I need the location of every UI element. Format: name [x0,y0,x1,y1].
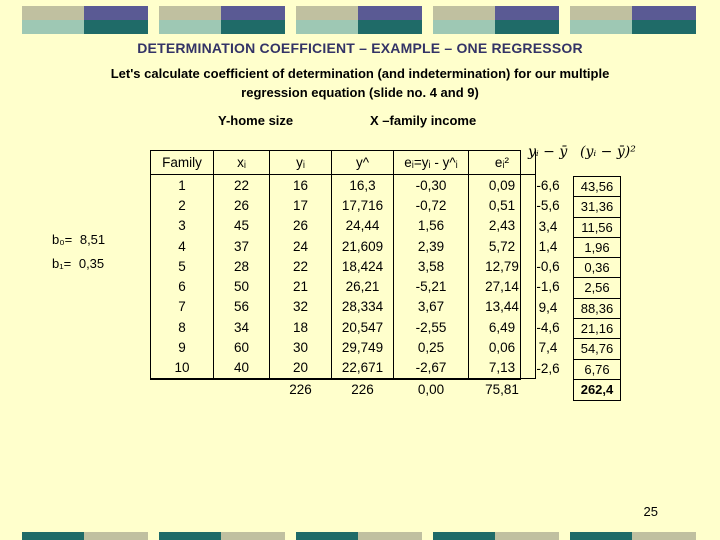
table-cell: 17,716 [332,195,394,215]
table-row [151,195,536,215]
decor-segment [221,6,285,20]
intro-line-1: Let's calculate coefficient of determination (and indetermination) for our multiple [110,66,610,81]
header-cell: y^ [332,150,394,175]
header-cell: xᵢ [214,150,270,175]
table-cell: 16 [270,175,332,196]
decor-segment [632,20,696,34]
decor-segment [570,532,632,540]
table-row [151,297,536,317]
decor-segment [84,532,148,540]
table-cell: 21,609 [332,236,394,256]
decor-segment [84,20,148,34]
table-row [151,216,536,236]
table-row [151,276,536,296]
regression-table [150,150,536,399]
table-cell: 3 [151,216,214,236]
table-cell: 37 [214,236,270,256]
b1-coefficient [52,256,104,271]
table-cell: 32 [270,297,332,317]
header-cell: Family [151,150,214,175]
squared-deviation-cell: 6,76 [574,360,620,380]
b1-label: b₁= [52,256,72,271]
table-cell: 28,334 [332,297,394,317]
table-cell: 12,79 [469,256,536,276]
decor-segment [221,20,285,34]
decor-segment [358,6,422,20]
table-cell: 18,424 [332,256,394,276]
table-cell: 7,13 [469,358,536,379]
b1-value: 0,35 [78,256,105,271]
table-cell: 28 [214,256,270,276]
table-cell: 2 [151,195,214,215]
decor-segment [632,532,696,540]
deviation-cell: 7,4 [538,340,558,356]
squared-deviation-column [573,176,621,401]
table-row [151,256,536,276]
deviation-cell: -6,6 [536,178,560,193]
table-cell: 3,58 [394,256,469,276]
decor-segment [570,6,632,20]
top-decor-bar [0,6,720,34]
total-cell: 75,81 [485,381,519,397]
squared-deviation-cell: 88,36 [574,299,620,319]
table-cell: 26,21 [332,276,394,296]
decor-segment [221,532,285,540]
table-row [151,236,536,256]
table-cell: 9 [151,337,214,357]
header-cell: eᵢ=yᵢ - y^ᵢ [394,150,469,175]
table-cell: 34 [214,317,270,337]
table-cell: 13,44 [469,297,536,317]
table-cell: 24 [270,236,332,256]
squared-deviation-cell: 54,76 [574,339,620,359]
decor-segment [296,532,358,540]
deviation-cell: -4,6 [536,320,560,336]
deviation-column [527,176,569,379]
squared-deviation-header: (yᵢ − ȳ)² [580,144,636,160]
table-row [151,175,536,196]
table-cell: 30 [270,337,332,357]
header-cell: eᵢ² [469,150,536,175]
table-cell: 10 [151,358,214,379]
bottom-decor-bar [0,532,720,540]
table-cell: 20 [270,358,332,379]
deviation-cell: 3,4 [538,218,558,234]
decor-segment [632,6,696,20]
squared-deviation-cell: 21,16 [574,319,620,339]
squared-deviation-cell: 43,56 [574,177,620,197]
deviation-cell: 1,4 [538,238,558,254]
table-cell: 22 [214,175,270,196]
table-cell: 20,547 [332,317,394,337]
x-label: X –family income [370,113,477,128]
deviation-cell: -0,6 [536,259,560,275]
table-cell: 6 [151,276,214,296]
squared-deviation-cell: 0,36 [574,258,620,278]
total-cell: 226 [351,381,374,397]
table-cell: 60 [214,337,270,357]
decor-segment [358,20,422,34]
table-cell: 4 [151,236,214,256]
decor-segment [495,6,559,20]
table-cell: 7 [151,297,214,317]
table-row [151,358,536,379]
table-cell: 8 [151,317,214,337]
table-cell: 26 [214,195,270,215]
table-cell: -5,21 [394,276,469,296]
table-cell: -0,72 [394,195,469,215]
table-cell: 1 [151,175,214,196]
table-row [151,337,536,357]
intro-line-2: regression equation (slide no. 4 and 9) [241,85,479,100]
decor-segment [433,20,495,34]
decor-segment [159,532,221,540]
table-cell: 16,3 [332,175,394,196]
total-cell: 0,00 [417,381,445,397]
table-cell: 50 [214,276,270,296]
squared-deviation-total: 262,4 [580,381,614,397]
table-cell: 21 [270,276,332,296]
deviation-cell: 9,4 [538,299,558,315]
intro-text [60,64,660,102]
decor-segment [570,20,632,34]
b0-value: 8,51 [79,232,106,247]
total-cell: 226 [289,381,312,397]
table-cell: 18 [270,317,332,337]
decor-segment [84,6,148,20]
decor-segment [358,532,422,540]
table-cell: -2,67 [394,358,469,379]
table-cell: 2,43 [469,216,536,236]
decor-segment [22,532,84,540]
table-cell: 6,49 [469,317,536,337]
total-cell [151,378,214,399]
table-cell: 29,749 [332,337,394,357]
squared-deviation-cell: 31,36 [574,197,620,217]
table-header-row [151,150,536,175]
slide-title: DETERMINATION COEFFICIENT – EXAMPLE – ONE REGRESSOR [137,40,583,56]
decor-segment [159,6,221,20]
table-cell: 26 [270,216,332,236]
y-label: Y-home size [218,113,294,128]
deviation-header: yᵢ − ȳ [528,144,568,160]
table-cell: 2,39 [394,236,469,256]
table-cell: 0,06 [469,337,536,357]
table-row [151,317,536,337]
decor-segment [22,20,84,34]
totals-row [151,378,536,399]
table-cell: 22,671 [332,358,394,379]
total-cell [214,378,270,399]
table-cell: -0,30 [394,175,469,196]
squared-deviation-cell: 11,56 [574,218,620,238]
table-cell: -2,55 [394,317,469,337]
table-cell: 24,44 [332,216,394,236]
b0-coefficient [52,232,105,247]
table-cell: 3,67 [394,297,469,317]
table-cell: 5,72 [469,236,536,256]
table-cell: 0,51 [469,195,536,215]
b0-label: b₀= [52,232,73,247]
decor-segment [495,20,559,34]
deviation-cell: -1,6 [536,279,560,295]
page-number: 25 [643,504,658,519]
decor-segment [296,20,358,34]
decor-segment [495,532,559,540]
table-cell: 17 [270,195,332,215]
decor-segment [296,6,358,20]
decor-segment [22,6,84,20]
table-cell: 0,09 [469,175,536,196]
deviation-cell: -5,6 [536,198,560,214]
squared-deviation-cell: 1,96 [574,238,620,258]
squared-deviation-cell: 2,56 [574,278,620,298]
decor-segment [433,6,495,20]
table-cell: 0,25 [394,337,469,357]
header-cell: yᵢ [270,150,332,175]
table-cell: 5 [151,256,214,276]
deviation-cell: -2,6 [536,360,560,376]
table-cell: 27,14 [469,276,536,296]
decor-segment [433,532,495,540]
table-cell: 40 [214,358,270,379]
table-cell: 56 [214,297,270,317]
table-cell: 45 [214,216,270,236]
table-cell: 1,56 [394,216,469,236]
table-cell: 22 [270,256,332,276]
decor-segment [159,20,221,34]
